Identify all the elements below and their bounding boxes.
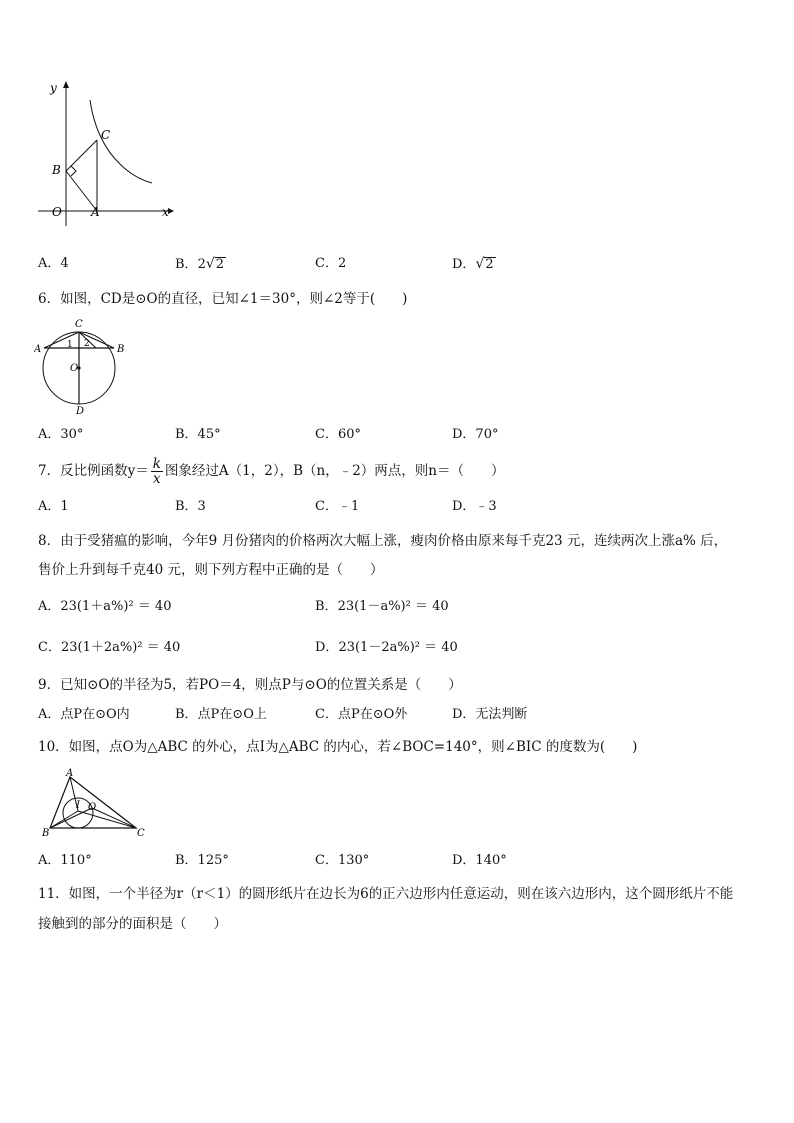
q5-option-c-label: C．: [315, 256, 338, 271]
q8-option-b-expr: 23(1－a%)² ＝ 40: [337, 599, 449, 614]
q7-prefix: 7．反比例函数y＝: [38, 463, 149, 479]
point-a-label: A: [34, 344, 42, 355]
q7-option-c[interactable]: C．﹣1: [315, 499, 360, 514]
sqrt-icon: √: [475, 256, 485, 272]
point-o-label: O: [88, 802, 97, 813]
q5-option-a-label: A．: [38, 256, 61, 271]
point-a-label: A: [66, 768, 74, 779]
q9-option-a[interactable]: A．点P在⊙O内: [38, 707, 130, 722]
q8-option-b-label: B．: [315, 599, 338, 614]
point-b-label: B: [117, 344, 125, 355]
q5-option-b-label: B．: [175, 257, 198, 272]
angle-1-label: 1: [67, 340, 73, 350]
hyperbola-curve: [90, 100, 152, 183]
q9-option-d[interactable]: D．无法判断: [452, 707, 528, 722]
x-axis-label: x: [162, 205, 169, 219]
q10-figure: [40, 768, 150, 840]
segment-ac: [44, 332, 79, 348]
q5-option-d-label: D．: [452, 257, 476, 272]
q10-option-d[interactable]: D．140°: [452, 853, 507, 868]
q6-text: 6．如图，CD是⊙O的直径，已知∠1＝30°，则∠2等于( ): [38, 291, 408, 307]
point-o-label: O: [70, 363, 79, 374]
q7-fraction-denominator: x: [153, 471, 161, 487]
point-i-label: I: [76, 800, 80, 811]
q11-text-line2: 接触到的部分的面积是（ ）: [38, 916, 227, 932]
point-b-label: B: [52, 163, 61, 177]
q5-option-d-radicand: 2: [485, 257, 494, 272]
right-angle-mark: [71, 166, 76, 176]
x-axis-arrow-icon: [168, 208, 174, 214]
q8-option-a-expr: 23(1＋a%)² ＝ 40: [60, 599, 172, 614]
q10-option-a[interactable]: A．110°: [38, 853, 92, 868]
q10-option-b[interactable]: B．125°: [175, 853, 229, 868]
origin-label: O: [52, 205, 62, 219]
q5-option-a[interactable]: [38, 255, 69, 273]
q6-option-b[interactable]: B．45°: [175, 427, 221, 442]
q11-text-line1: 11．如图，一个半径为r（r＜1）的圆形纸片在边长为6的正六边形内任意运动，则在该六边形内，这个圆形纸片不能: [38, 886, 734, 902]
q9-option-b[interactable]: B．点P在⊙O上: [175, 707, 267, 722]
q5-figure: [30, 78, 180, 228]
q5-option-c-value: 2: [337, 256, 347, 271]
q5-option-b-radicand: 2: [215, 257, 225, 272]
q5-option-b-coef: 2: [197, 257, 206, 272]
point-d-label: D: [76, 406, 85, 416]
q10-option-c[interactable]: C．130°: [315, 853, 370, 868]
q6-option-d[interactable]: D．70°: [452, 427, 499, 442]
q5-option-b[interactable]: [175, 255, 226, 274]
q9-option-c[interactable]: C．点P在⊙O外: [315, 707, 408, 722]
point-a-label: A: [91, 205, 100, 219]
q8-option-c-label: C．: [38, 640, 61, 655]
q7-text: [38, 454, 504, 488]
q7-fraction: [151, 457, 163, 486]
q9-text: 9．已知⊙O的半径为5，若PO＝4，则点P与⊙O的位置关系是（ ）: [38, 677, 462, 693]
y-axis-arrow-icon: [63, 81, 69, 88]
q8-option-a-label: A．: [38, 599, 61, 614]
q7-suffix: 图象经过A（1，2），B（n，﹣2）两点，则n＝（ ）: [164, 463, 505, 479]
q5-option-a-value: 4: [60, 256, 69, 271]
point-c-label: C: [75, 319, 83, 330]
point-c-label: C: [137, 828, 145, 839]
q7-option-b[interactable]: B．3: [175, 499, 206, 514]
point-c-label: C: [101, 128, 111, 142]
q6-option-a[interactable]: A．30°: [38, 427, 84, 442]
q6-figure: [34, 316, 134, 416]
point-b-label: B: [42, 828, 50, 839]
y-axis-label: y: [50, 81, 57, 95]
angle-2-label: 2: [84, 339, 90, 349]
q8-text-line2: 售价上升到每千克40 元，则下列方程中正确的是（ ）: [38, 562, 384, 578]
q8-option-c-expr: 23(1＋2a%)² ＝ 40: [60, 640, 181, 655]
q10-text: 10．如图，点O为△ABC 的外心，点I为△ABC 的内心，若∠BOC=140°，则∠BIC 的度数为( ): [38, 739, 638, 755]
q8-option-c[interactable]: [38, 639, 180, 657]
sqrt-icon: √: [205, 256, 215, 272]
q8-option-d[interactable]: [315, 639, 458, 657]
q8-option-b[interactable]: [315, 598, 449, 616]
q8-option-d-expr: 23(1－2a%)² ＝ 40: [338, 640, 458, 655]
q5-option-d[interactable]: [452, 255, 496, 274]
q8-option-a[interactable]: [38, 598, 171, 616]
q8-option-d-label: D．: [315, 640, 339, 655]
q5-option-c[interactable]: [315, 255, 346, 273]
q8-text-line1: 8．由于受猪瘟的影响，今年9 月份猪肉的价格两次大幅上涨，瘦肉价格由原来每千克23 元，连续两次上涨a% 后，: [38, 533, 728, 549]
q6-option-c[interactable]: C．60°: [315, 427, 361, 442]
q7-option-d[interactable]: D．﹣3: [452, 499, 497, 514]
q7-fraction-numerator: k: [152, 456, 161, 472]
q7-option-a[interactable]: A．1: [38, 499, 69, 514]
